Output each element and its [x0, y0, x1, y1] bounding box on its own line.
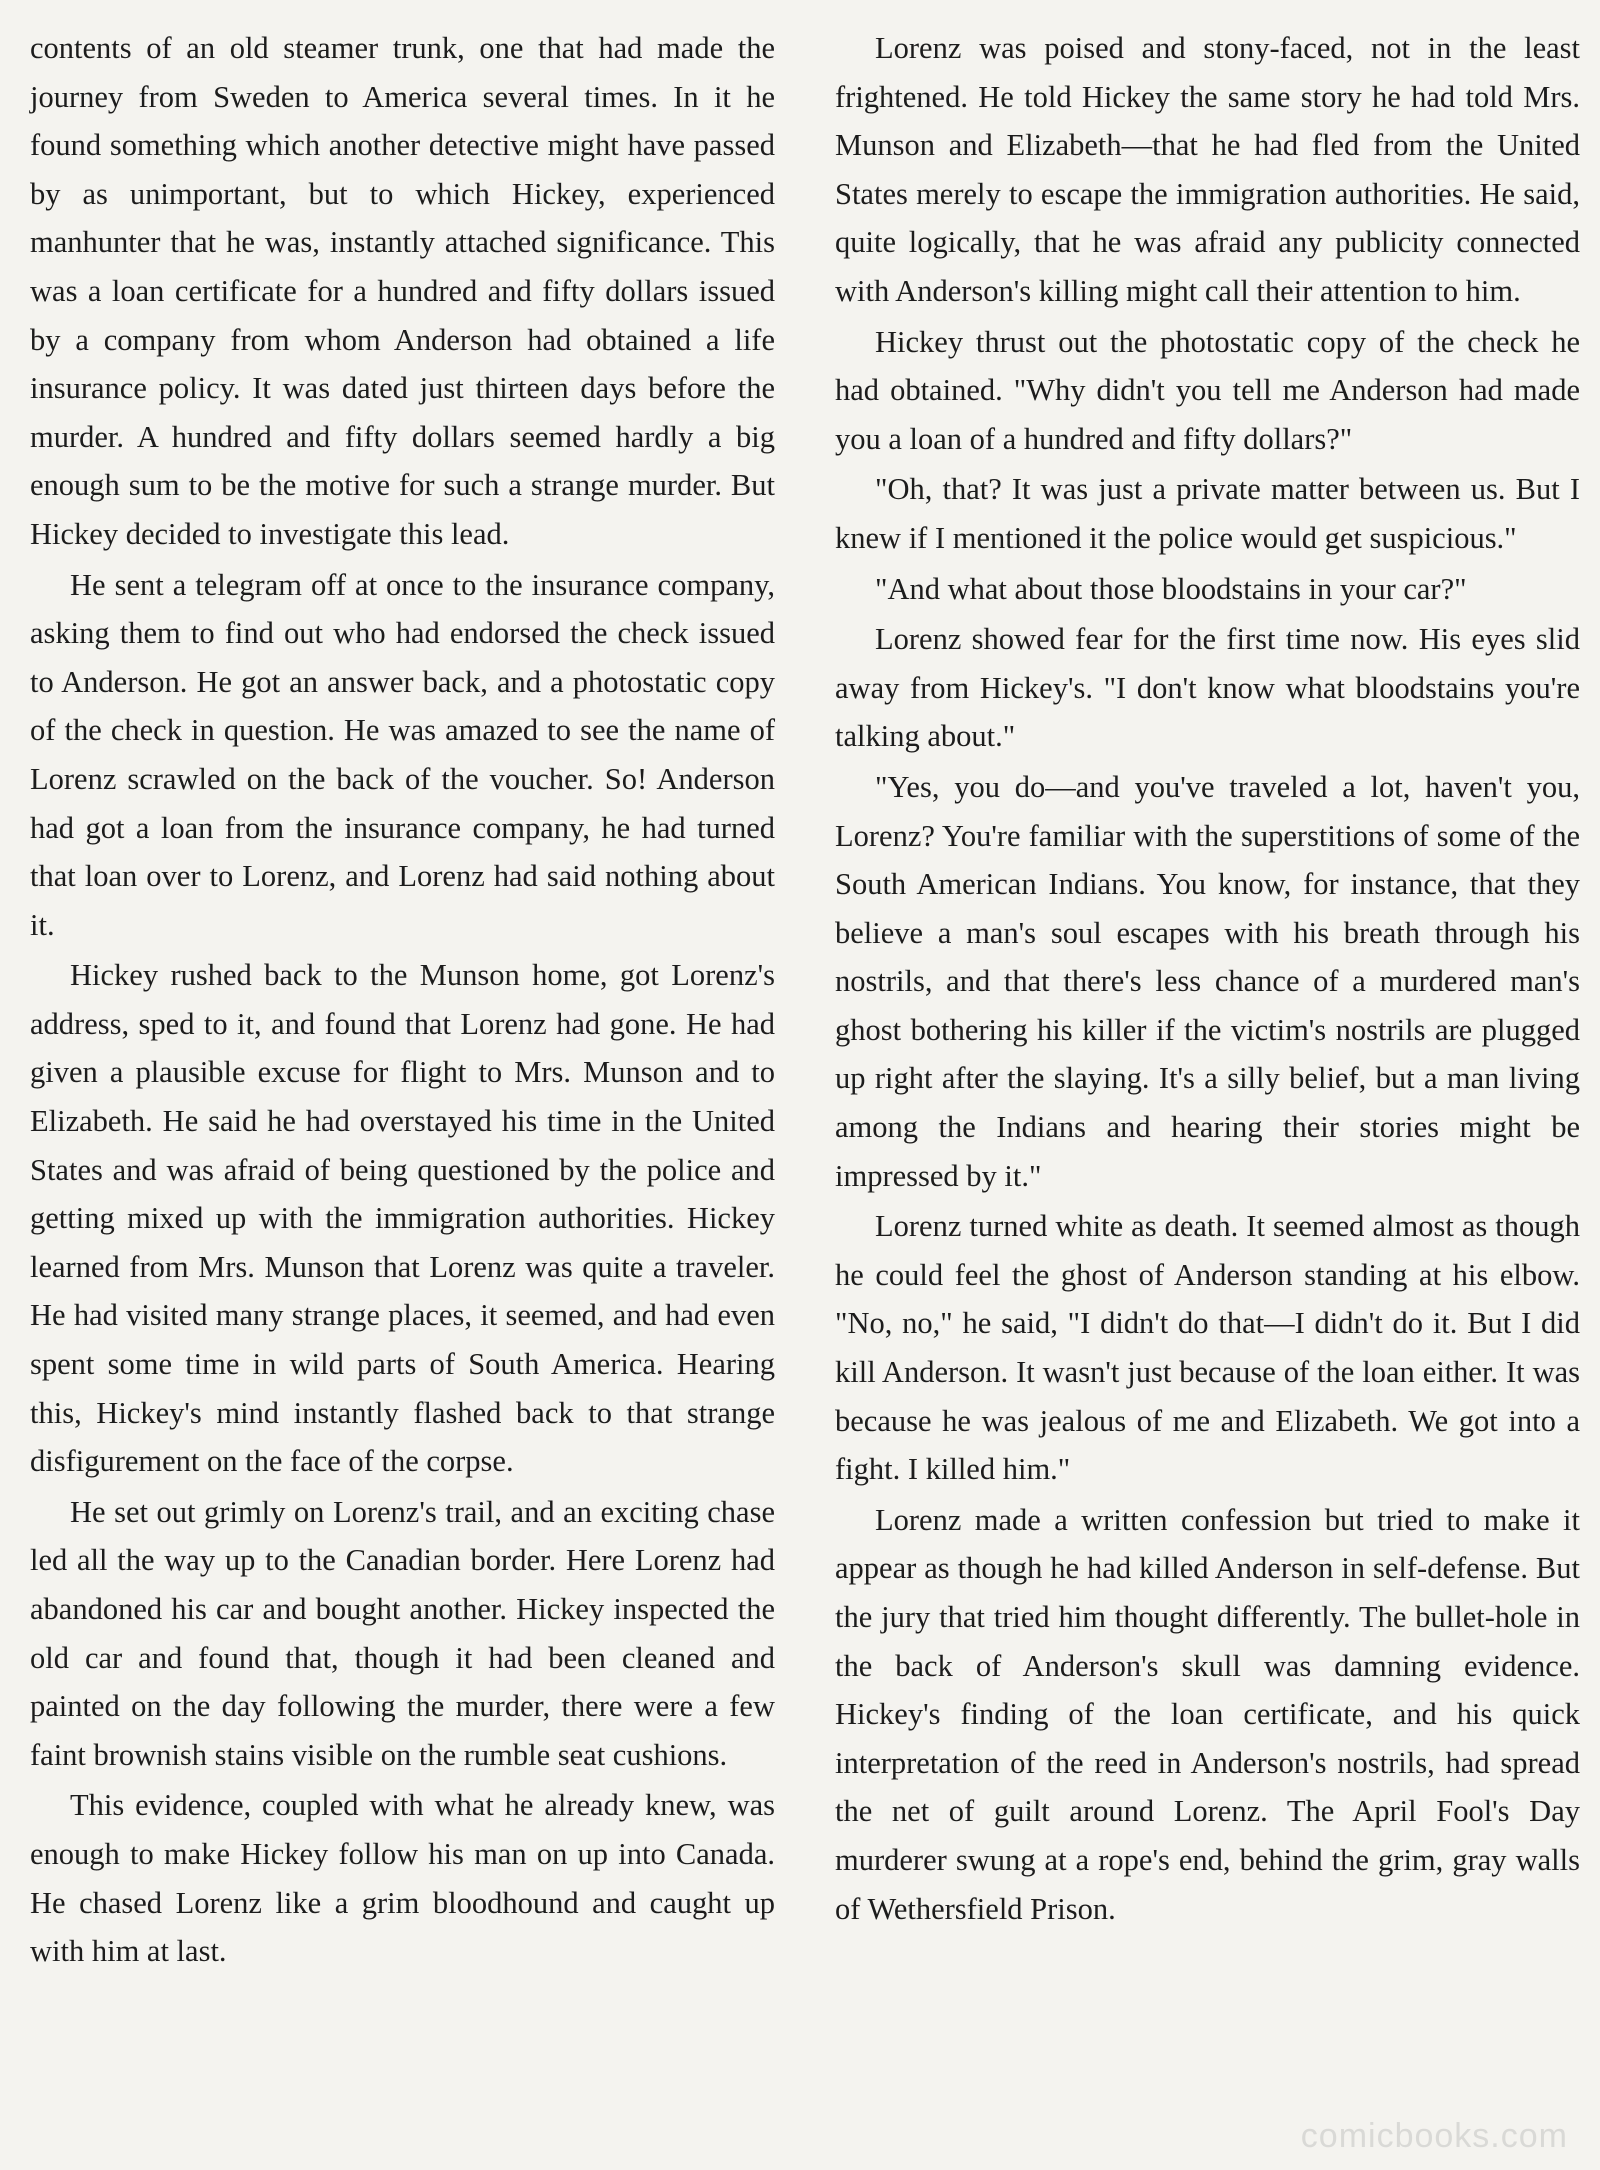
paragraph: Lorenz was poised and stony-faced, not in the least frightened. He told Hickey the same story he had told Mrs. Munson and Elizabeth—that he had fled from the United States merely to escape the immigration authorities. He said, quite logically, that he was afraid any publicity connected with Anderson's killing might call their attention to him.	[835, 31, 1580, 308]
right-text-column	[835, 24, 1580, 1933]
left-text-column	[30, 24, 775, 1976]
site-watermark: comicbooks.com	[1300, 2117, 1568, 2155]
paragraph: contents of an old steamer trunk, one that had made the journey from Sweden to America several times. In it he found something which another detective might have passed by as unimportant, but to which Hickey, experienced manhunter that he was, instantly attached significance. This was a loan certificate for a hundred and fifty dollars issued by a company from whom Anderson had obtained a life insurance policy. It was dated just thirteen days before the murder. A hundred and fifty dollars seemed hardly a big enough sum to be the motive for such a strange murder. But Hickey decided to investigate this lead.	[30, 31, 775, 551]
paragraph: "Yes, you do—and you've traveled a lot, haven't you, Lorenz? You're familiar with the superstitions of some of the South American Indians. You know, for instance, that they believe a man's soul escapes with his breath through his nostrils, and that there's less chance of a murdered man's ghost bothering his killer if the victim's nostrils are plugged up right after the slaying. It's a silly belief, but a man living among the Indians and hearing their stories might be impressed by it."	[835, 769, 1580, 1193]
paragraph: Hickey thrust out the photostatic copy of the check he had obtained. "Why didn't you tell me Anderson had made you a loan of a hundred and fifty dollars?"	[835, 324, 1580, 456]
paragraph: "Oh, that? It was just a private matter between us. But I knew if I mentioned it the police would get suspicious."	[835, 472, 1580, 555]
paragraph: Lorenz made a written confession but tried to make it appear as though he had killed Anderson in self-defense. But the jury that tried him thought differently. The bullet-hole in the back of Anderson's skull was damning evidence. Hickey's finding of the loan certificate, and his quick interpretation of the reed in Anderson's nostrils, had spread the net of guilt around Lorenz. The April Fool's Day murderer swung at a rope's end, behind the grim, gray walls of Wethersfield Prison.	[835, 1502, 1580, 1926]
paragraph: Lorenz turned white as death. It seemed almost as though he could feel the ghost of Anderson standing at his elbow. "No, no," he said, "I didn't do that—I didn't do it. But I did kill Anderson. It wasn't just because of the loan either. It was because he was jealous of me and Elizabeth. We got into a fight. I killed him."	[835, 1209, 1580, 1487]
paragraph: "And what about those bloodstains in your car?"	[875, 571, 1467, 606]
paragraph: He sent a telegram off at once to the insurance company, asking them to find out who had endorsed the check issued to Anderson. He got an answer back, and a photostatic copy of the check in question. He was amazed to see the name of Lorenz scrawled on the back of the voucher. So! Anderson had got a loan from the insurance company, he had turned that loan over to Lorenz, and Lorenz had said nothing about it.	[30, 567, 775, 942]
paragraph: Hickey rushed back to the Munson home, got Lorenz's address, sped to it, and found that Lorenz had gone. He had given a plausible excuse for flight to Mrs. Munson and to Elizabeth. He said he had overstayed his time in the United States and was afraid of being questioned by the police and getting mixed up with the immigration authorities. Hickey learned from Mrs. Munson that Lorenz was quite a traveler. He had visited many strange places, it seemed, and had even spent some time in wild parts of South America. Hearing this, Hickey's mind instantly flashed back to that strange disfigurement on the face of the corpse.	[30, 958, 775, 1479]
paragraph: Lorenz showed fear for the first time now. His eyes slid away from Hickey's. "I don't know what bloodstains you're talking about."	[835, 622, 1580, 754]
paragraph: This evidence, coupled with what he already knew, was enough to make Hickey follow his man on up into Canada. He chased Lorenz like a grim bloodhound and caught up with him at last.	[30, 1788, 775, 1969]
paragraph: He set out grimly on Lorenz's trail, and an exciting chase led all the way up to the Canadian border. Here Lorenz had abandoned his car and bought another. Hickey inspected the old car and found that, though it had been cleaned and painted on the day following the murder, there were a few faint brownish stains visible on the rumble seat cushions.	[30, 1494, 775, 1772]
